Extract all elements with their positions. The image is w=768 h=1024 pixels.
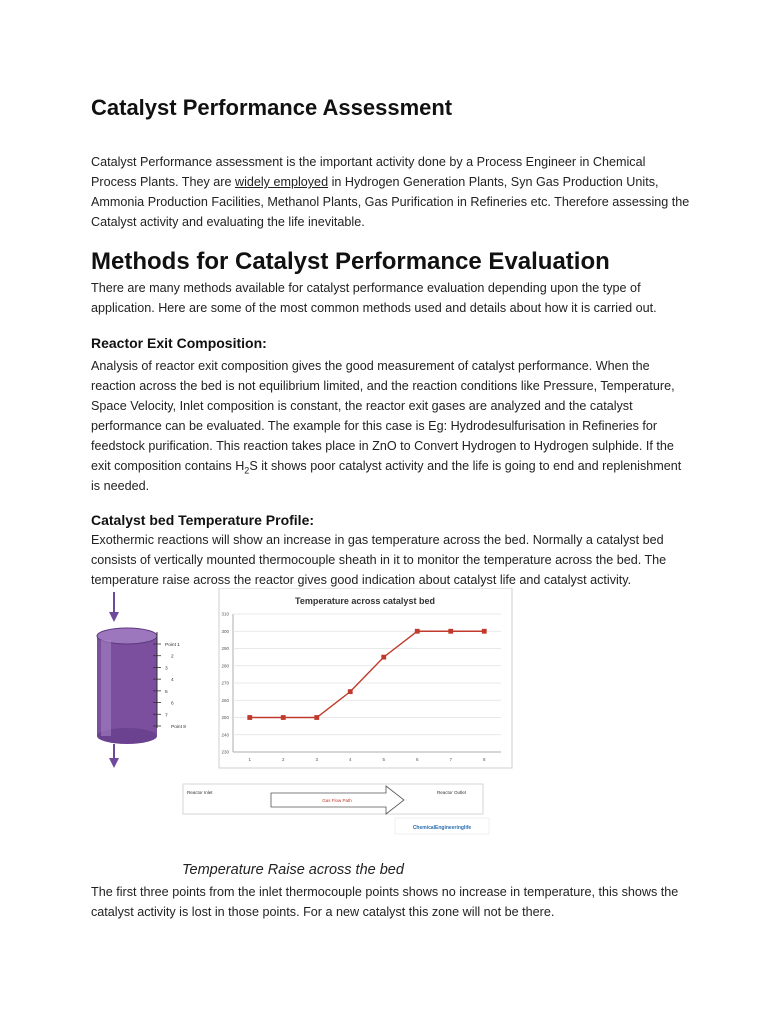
data-point <box>281 715 286 720</box>
y-tick-label: 270 <box>221 680 229 686</box>
x-tick-label: 4 <box>348 757 352 762</box>
thermocouple-label: Point 8 <box>171 725 186 730</box>
thermocouple-label: 5 <box>165 689 168 695</box>
chart-title: Temperature across catalyst bed <box>295 596 435 606</box>
data-point <box>448 629 453 634</box>
thermocouple-label: 3 <box>165 666 168 672</box>
data-point <box>415 629 420 634</box>
page-title: Catalyst Performance Assessment <box>91 95 453 120</box>
inlet-arrow-icon <box>109 592 119 622</box>
y-tick-label: 240 <box>221 732 229 738</box>
inlet-label: Reactor Inlet <box>187 790 213 795</box>
y-tick-label: 310 <box>221 611 229 617</box>
y-tick-label: 300 <box>221 628 229 634</box>
thermocouple-label: Point 1 <box>165 643 180 648</box>
x-tick-label: 3 <box>315 757 319 762</box>
x-tick-label: 2 <box>281 757 285 762</box>
flow-label: Gas Flow Path <box>322 798 352 803</box>
y-tick-label: 260 <box>221 697 229 703</box>
figure-svg <box>91 588 521 850</box>
widely-employed-link[interactable]: widely employed <box>234 175 329 189</box>
reactor-paragraph <box>91 356 691 496</box>
outlet-label: Reactor Outlet <box>437 790 467 795</box>
thermocouple-label: 6 <box>171 701 174 707</box>
x-tick-label: 6 <box>415 757 419 762</box>
data-point <box>348 689 353 694</box>
figure-caption: Temperature Raise across the bed <box>182 862 404 878</box>
thermocouple-label: 7 <box>165 713 168 719</box>
thermocouple-label: 4 <box>171 678 174 684</box>
temperature-figure <box>91 588 521 850</box>
y-tick-label: 230 <box>221 749 229 755</box>
reactor-text-1: Analysis of reactor exit composition gives the good measurement of catalyst performance. When the reaction across the bed is not equilibrium limited, and the reaction conditions like Pressure, Temperature, Space Velocity, Inlet composition is constant, the reactor exit gases are analyzed and the catalyst performance can be evaluated. The example for this case is Eg: Hydrodesulfurisation in Refineries for feedstock purification. This reaction takes place in ZnO to Convert Hydrogen to Hydrogen sulphide. If the exit composition contains H <box>91 359 675 473</box>
x-tick-label: 7 <box>449 757 453 762</box>
closing-paragraph: The first three points from the inlet thermocouple points shows no increase in temperature, this shows the catalyst activity is lost in those points. For a new catalyst this zone will not be there. <box>91 885 679 919</box>
data-point <box>247 715 252 720</box>
section-title: Methods for Catalyst Performance Evaluation <box>91 248 610 275</box>
chart-panel <box>219 588 512 768</box>
x-tick-label: 1 <box>248 757 252 762</box>
chart-y-ticks <box>221 612 229 755</box>
data-point <box>381 655 386 660</box>
brand-label: ChemicalEngineeringlife <box>412 825 472 831</box>
bed-heading: Catalyst bed Temperature Profile: <box>91 512 315 528</box>
y-tick-label: 290 <box>221 646 229 651</box>
bed-paragraph: Exothermic reactions will show an increase in gas temperature across the bed. Normally a catalyst bed consists of vertically mounted thermocouple sheath in it to monitor the temperature across the bed. The temperature raise across the reactor gives good indication about catalyst life and catalyst activity. <box>91 533 667 587</box>
data-point <box>314 715 319 720</box>
intro-paragraph <box>91 152 691 232</box>
reactor-text-2: S it shows poor catalyst activity and the life is going to end and replenishment is needed. <box>91 459 682 493</box>
reactor-heading: Reactor Exit Composition: <box>91 335 267 351</box>
x-tick-label: 5 <box>382 757 386 762</box>
reactor-highlight <box>101 640 111 736</box>
x-tick-label: 8 <box>482 757 486 762</box>
section-intro: There are many methods available for catalyst performance evaluation depending upon the type of application. Here are some of the most common methods used and details about how it is carried out. <box>91 281 657 315</box>
data-point <box>482 629 487 634</box>
intro-text-2: in Hydrogen Generation Plants, Syn Gas Production Units, Ammonia Production Facilities, Methanol Plants, Gas Purification in Refineries etc. Therefore assessing the Catalyst activity and evaluating the life inevitable. <box>91 175 690 229</box>
intro-text-1: Catalyst Performance assessment is the important activity done by a Process Engineer in Chemical Process Plants. They are <box>91 155 646 189</box>
reactor-diagram <box>97 592 186 768</box>
y-tick-label: 250 <box>221 715 229 720</box>
outlet-arrow-icon <box>109 744 119 768</box>
thermocouple-ticks <box>153 642 186 730</box>
thermocouple-label: 2 <box>171 654 174 660</box>
y-tick-label: 280 <box>221 663 229 669</box>
reactor-subscript: 2 <box>244 465 250 476</box>
